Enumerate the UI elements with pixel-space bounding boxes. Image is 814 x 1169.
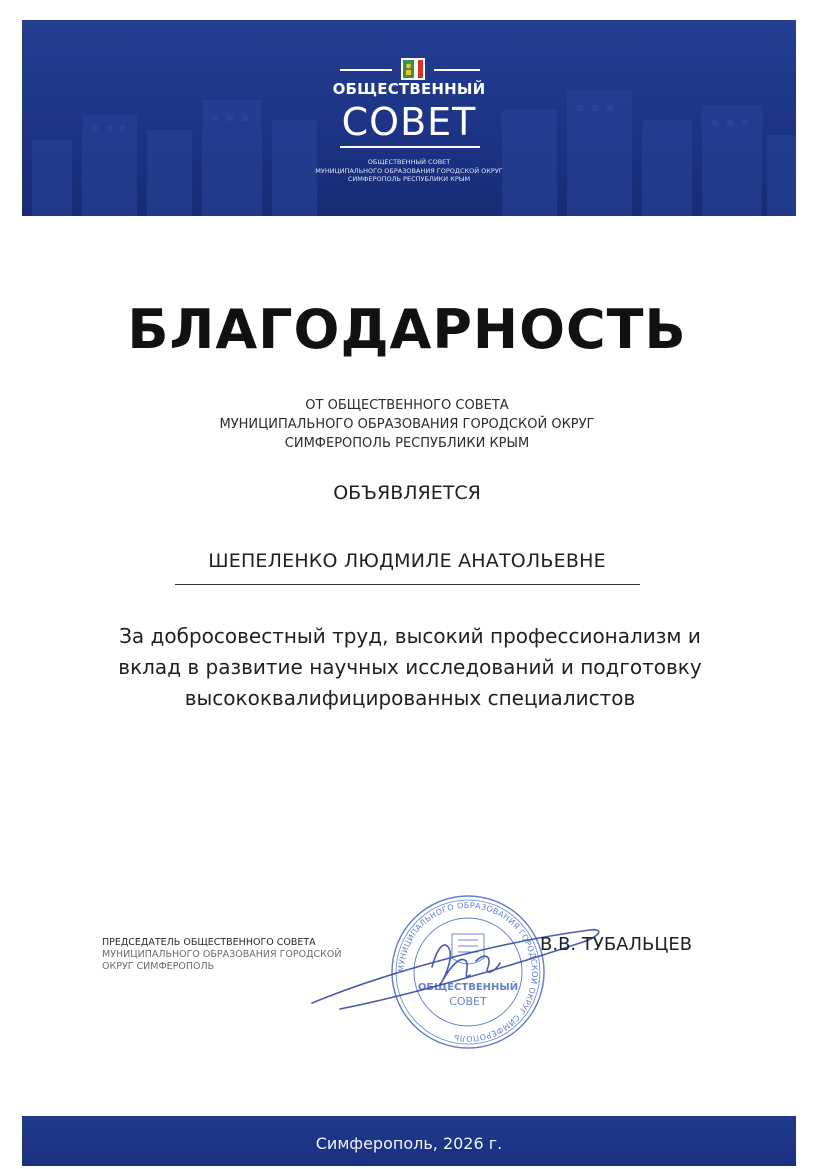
issuer-line: СИМФЕРОПОЛЬ РЕСПУБЛИКИ КРЫМ <box>284 436 530 451</box>
handwritten-signature <box>300 905 610 1035</box>
logo-subtitle <box>22 158 796 184</box>
position-line: ОКРУГ СИМФЕРОПОЛЬ <box>102 961 215 972</box>
issuer-line: МУНИЦИПАЛЬНОГО ОБРАЗОВАНИЯ ГОРОДСКОЙ ОКРУГ <box>219 417 595 432</box>
issuer-block <box>0 396 814 453</box>
logo-subtitle-line: ОБЩЕСТВЕННЫЙ СОВЕТ <box>367 158 451 166</box>
recipient-name: ШЕПЕЛЕНКО ЛЮДМИЛЕ АНАТОЛЬЕВНЕ <box>208 550 606 572</box>
logo-subtitle-line: СИМФЕРОПОЛЬ РЕСПУБЛИКИ КРЫМ <box>347 175 471 183</box>
svg-text:СОВЕТ: СОВЕТ <box>449 995 487 1008</box>
logo-rule-left <box>340 69 392 71</box>
logo-word-secondary: СОВЕТ <box>341 100 477 144</box>
logo-rule-right <box>434 69 480 71</box>
announce-heading: ОБЪЯВЛЯЕТСЯ <box>333 482 481 504</box>
reason-line: высококвалифицированных специалистов <box>184 686 636 710</box>
position-line: МУНИЦИПАЛЬНОГО ОБРАЗОВАНИЯ ГОРОДСКОЙ <box>102 949 342 960</box>
signatory-name: В.В. ТУБАЛЬЦЕВ <box>540 934 693 955</box>
svg-text:ОБЩЕСТВЕННЫЙ: ОБЩЕСТВЕННЫЙ <box>417 982 519 993</box>
footer-banner <box>22 1116 796 1166</box>
logo-subtitle-line: МУНИЦИПАЛЬНОГО ОБРАЗОВАНИЯ ГОРОДСКОЙ ОКРУГ <box>315 166 503 175</box>
logo-word-primary: ОБЩЕСТВЕННЫЙ <box>332 80 486 98</box>
document-title: БЛАГОДАРНОСТЬ <box>127 298 687 361</box>
svg-text:МУНИЦИПАЛЬНОГО ОБРАЗОВАНИЯ ГОР: МУНИЦИПАЛЬНОГО ОБРАЗОВАНИЯ ГОРОДСКОЙ ОКРУГ СИМФЕРОПОЛЬ <box>396 900 540 1044</box>
reason-line: вклад в развитие научных исследований и подготовку <box>118 655 702 679</box>
reason-line: За добросовестный труд, высокий профессионализм и <box>119 624 701 648</box>
award-reason <box>60 621 760 714</box>
footer-place-date: Симферополь, 2026 г. <box>315 1134 503 1153</box>
header-banner <box>22 20 796 216</box>
council-logo <box>22 20 796 216</box>
position-line: ПРЕДСЕДАТЕЛЬ ОБЩЕСТВЕННОГО СОВЕТА <box>102 937 316 948</box>
coat-of-arms-icon <box>401 58 425 80</box>
issuer-line: ОТ ОБЩЕСТВЕННОГО СОВЕТА <box>305 398 509 413</box>
recipient-underline <box>175 584 640 585</box>
logo-underline <box>340 146 480 148</box>
